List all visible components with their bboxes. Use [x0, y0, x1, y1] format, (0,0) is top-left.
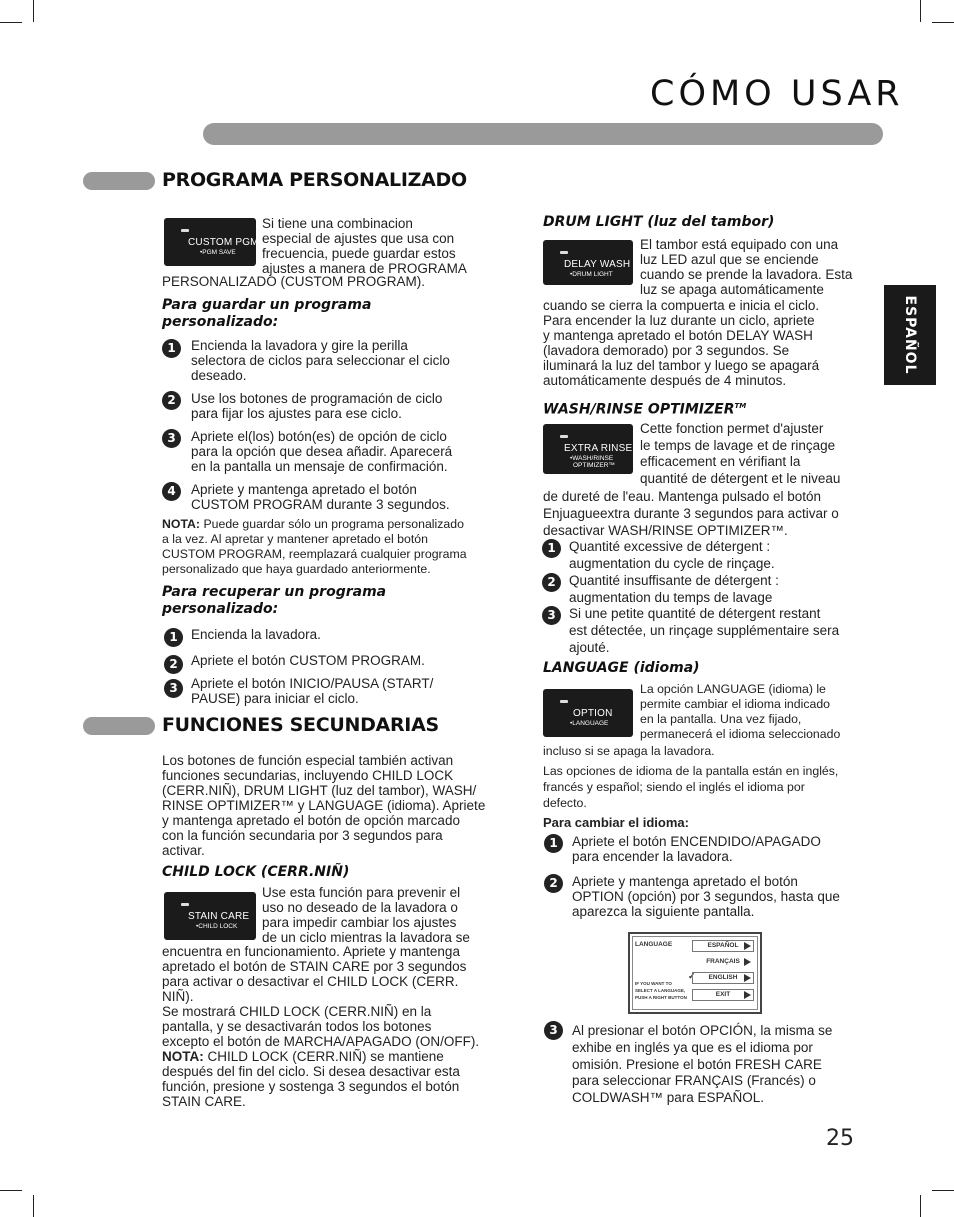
- step-number: 2: [542, 573, 561, 592]
- step-text: Quantité insuffisante de détergent : augmentation du temps de lavage: [569, 573, 779, 605]
- secondary-functions-text: Los botones de función especial también activan funciones secundarias, incluyendo CHILD LOCK (CERR.NIÑ), DRUM LIGHT (luz del tambor), WASH/ RINSE OPTIMIZER™ y LANGUAGE (idioma). Apriete y mantenga apretado el botón de opción marcado con la función secundaria por 3 segundos para activar.: [162, 753, 486, 858]
- step-text: Apriete el(los) botón(es) de opción de ciclo para la opción que desea añadir. Aparecerá en la pantalla un mensaje de confirmación.: [191, 429, 453, 474]
- step-number: 3: [542, 606, 561, 625]
- custom-pgm-button-image: CUSTOM PGM •PGM SAVE: [164, 218, 256, 266]
- step-text: Apriete el botón INICIO/PAUSA (START/ PAUSE) para iniciar el ciclo.: [191, 676, 434, 706]
- child-lock-text-cont: encuentra en funcionamiento. Apriete y mantenga apretado el botón de STAIN CARE por 3 segundos para activar o desactivar el CHILD LOCK (CERR. NIÑ). Se mostrará CHILD LOCK (CERR.NIÑ) en la pantalla, y se desactivarán todos los botones excepto el botón de MARCHA/APAGADO (ON/OFF). NOTA: CHILD LOCK (CERR.NIÑ) se mantiene después del fin del ciclo. Si desea desactivar esta función, presione y sostenga 3 segundos el botón STAIN CARE.: [162, 944, 480, 1109]
- crop-mark: [920, 1195, 921, 1217]
- note-text: NOTA: Puede guardar sólo un programa personalizado a la vez. Al apretar y mantener apretado el botón CUSTOM PROGRAM, reemplazará cualquier programa personalizado que haya guardado anteriormente.: [162, 517, 467, 576]
- drum-light-heading: DRUM LIGHT (luz del tambor): [543, 214, 775, 230]
- check-icon: ✓: [688, 971, 696, 981]
- wash-rinse-text: Cette fonction permet d'ajuster le temps de lavage et de rinçage efficacement en vérifiant la quantité de détergent et le niveau: [640, 421, 841, 486]
- language-options-text: Las opciones de idioma de la pantalla están en inglés, francés y español; siendo el inglés el idioma por defecto.: [543, 764, 839, 810]
- wash-rinse-heading: WASH/RINSE OPTIMIZER™: [543, 401, 747, 418]
- option-button-image: OPTION •LANGUAGE: [543, 689, 633, 737]
- screen-option: FRANÇAIS: [692, 956, 754, 968]
- screen-language-label: LANGUAGE: [635, 941, 673, 948]
- delay-wash-button-image: DELAY WASH •DRUM LIGHT: [543, 240, 633, 285]
- language-text: La opción LANGUAGE (idioma) le permite cambiar el idioma indicado en la pantalla. Una vez fijado, permanecerá el idioma seleccionado: [640, 682, 841, 741]
- recall-heading: Para recuperar un programa personalizado:: [162, 584, 387, 617]
- arrow-right-icon: [744, 991, 751, 999]
- step-number: 3: [164, 679, 183, 698]
- step-number: 2: [162, 391, 181, 410]
- step-text: Si une petite quantité de détergent restant est détectée, un rinçage supplémentaire sera ajouté.: [569, 606, 840, 655]
- change-language-label: Para cambiar el idioma:: [543, 815, 689, 830]
- step-text: Use los botones de programación de ciclo para fijar los ajustes para ese ciclo.: [191, 391, 443, 421]
- page-number: 25: [826, 1126, 854, 1151]
- led-indicator: [181, 903, 189, 906]
- crop-mark: [0, 1190, 22, 1191]
- language-heading: LANGUAGE (idioma): [543, 660, 700, 676]
- language-side-tab: ESPAÑOL: [884, 285, 936, 385]
- screen-hint: IF YOU WANT TO SELECT A LANGUAGE, PUSH A RIGHT BUTTON: [635, 981, 687, 1000]
- screen-option: ESPAÑOL: [692, 940, 754, 952]
- save-heading: Para guardar un programa personalizado:: [162, 297, 372, 330]
- step-number: 3: [544, 1021, 563, 1040]
- crop-mark: [932, 1190, 954, 1191]
- step-text: Encienda la lavadora y gire la perilla selectora de ciclos para seleccionar el ciclo deseado.: [191, 338, 450, 383]
- header-bar: [203, 123, 883, 145]
- section-title-funciones: FUNCIONES SECUNDARIAS: [162, 714, 439, 736]
- step-number: 4: [162, 482, 181, 501]
- extra-rinse-button-image: EXTRA RINSE •WASH/RINSE OPTIMIZER™: [543, 424, 633, 474]
- intro-text: Si tiene una combinacion especial de ajustes que usa con frecuencia, puede guardar estos ajustes a manera de PROGRAMA: [262, 216, 467, 276]
- language-display-screen: [628, 932, 762, 1014]
- crop-mark: [920, 0, 921, 22]
- step-number: 1: [542, 539, 561, 558]
- led-indicator: [181, 229, 189, 232]
- step-text: Encienda la lavadora.: [191, 627, 321, 642]
- wash-rinse-text-cont: de dureté de l'eau. Mantenga pulsado el botón Enjuagueextra durante 3 segundos para activar o desactivar WASH/RINSE OPTIMIZER™.: [543, 489, 839, 538]
- step-text: Quantité excessive de détergent : augmentation du cycle de rinçage.: [569, 539, 775, 571]
- crop-mark: [33, 1195, 34, 1217]
- step-number: 1: [162, 339, 181, 358]
- drum-light-text: El tambor está equipado con una luz LED azul que se enciende cuando se prende la lavadora. Esta luz se apaga automáticamente: [640, 237, 853, 297]
- crop-mark: [33, 0, 34, 22]
- step-number: 2: [544, 874, 563, 893]
- drum-light-text-cont: cuando se cierra la compuerta e inicia el ciclo. Para encender la luz durante un ciclo, apriete y mantenga apretado el botón DELAY WASH (lavadora demorado) por 3 segundos. Se iluminará la luz del tambor y luego se apagará automáticamente después de 4 minutos.: [543, 298, 820, 388]
- arrow-right-icon: [744, 942, 751, 950]
- step-text: Apriete el botón ENCENDIDO/APAGADO para encender la lavadora.: [572, 834, 821, 864]
- step-number: 3: [162, 429, 181, 448]
- led-indicator: [560, 251, 568, 254]
- step-number: 1: [544, 834, 563, 853]
- screen-option: ENGLISH: [692, 972, 754, 984]
- step-text: Apriete y mantenga apretado el botón CUSTOM PROGRAM durante 3 segundos.: [191, 482, 450, 512]
- screen-option: EXIT: [692, 989, 754, 1001]
- section-marker: [83, 172, 155, 190]
- arrow-right-icon: [744, 958, 751, 966]
- step-number: 1: [164, 628, 183, 647]
- child-lock-heading: CHILD LOCK (CERR.NIÑ): [162, 864, 350, 880]
- section-marker: [83, 717, 155, 735]
- crop-mark: [0, 22, 22, 23]
- step-text: Al presionar el botón OPCIÓN, la misma se exhibe en inglés ya que es el idioma por omisión. Presione el botón FRESH CARE para seleccionar FRANÇAIS (Francés) o COLDWASH™ para ESPAÑOL.: [572, 1023, 833, 1106]
- crop-mark: [932, 22, 954, 23]
- led-indicator: [560, 700, 568, 703]
- stain-care-button-image: STAIN CARE •CHILD LOCK: [164, 892, 256, 940]
- led-indicator: [560, 435, 568, 438]
- step-text: Apriete y mantenga apretado el botón OPTION (opción) por 3 segundos, hasta que aparezca la siguiente pantalla.: [572, 874, 840, 919]
- language-text-cont: incluso si se apaga la lavadora.: [543, 744, 715, 758]
- arrow-right-icon: [744, 974, 751, 982]
- step-number: 2: [164, 655, 183, 674]
- page-title: CÓMO USAR: [650, 74, 904, 114]
- intro-text-cont: PERSONALIZADO (CUSTOM PROGRAM).: [162, 274, 426, 289]
- step-text: Apriete el botón CUSTOM PROGRAM.: [191, 653, 425, 668]
- section-title-programa: PROGRAMA PERSONALIZADO: [162, 169, 467, 191]
- child-lock-text: Use esta función para prevenir el uso no deseado de la lavadora o para impedir cambiar los ajustes de un ciclo mientras la lavadora se: [262, 885, 470, 945]
